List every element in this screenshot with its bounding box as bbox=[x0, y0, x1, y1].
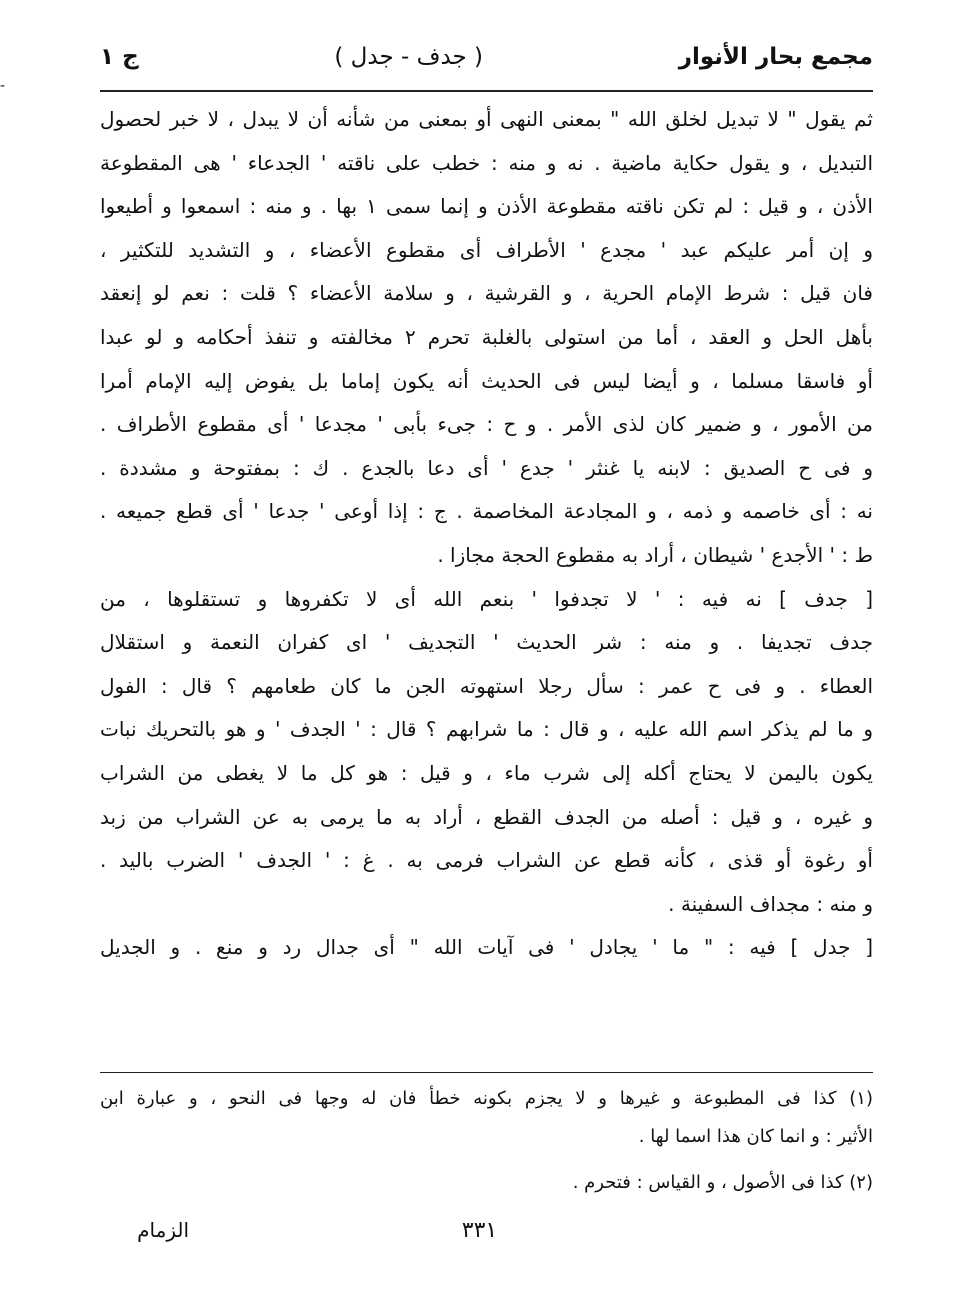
text-line: من الأمور ، و ضمير كان لذى الأمر . و ح : جىء بأبى ' مجدعا ' أى مقطوع الأطراف . bbox=[100, 412, 873, 437]
text-line: العطاء . و فى ح عمر : سأل رجلا استهوته الجن ما كان طعامهم ؟ قال : الفول bbox=[100, 673, 873, 698]
footnote-rule bbox=[100, 1072, 873, 1073]
main-text bbox=[100, 98, 873, 970]
text-line: أو فاسقا مسلما ، و أيضا ليس فى الحديث أنه يكون إماما بل يفوض إليه الإمام أمرا bbox=[100, 368, 873, 393]
margin-mark: - bbox=[0, 78, 6, 94]
entry-heading-line: [ جدف ] نه فيه : ' لا تجدفوا ' بنعم الله أى لا تكفروها و تستقلوها ، من bbox=[100, 586, 873, 611]
book-title: مجمع بحار الأنوار bbox=[678, 44, 873, 70]
text-line: ط : ' الأجدع ' شيطان ، أراد به مقطوع الحجة مجازا . bbox=[437, 542, 873, 567]
entry-range: ( جدف - جدل ) bbox=[334, 44, 484, 70]
text-line: ثم يقول " لا تبديل لخلق الله " بمعنى النهى أو بمعنى من شأنه أن لا يبدل ، لا خبر لحصول bbox=[100, 107, 873, 131]
entry-heading-line: [ جدل ] فيه : " ما ' يجادل ' فى آيات الله " أى جدال رد و منع . و الجديل bbox=[100, 935, 873, 960]
footnote-line: الأثير : و انما كان هذا اسما لها . bbox=[638, 1126, 873, 1147]
catchword: الزمام bbox=[137, 1218, 189, 1242]
page-footer bbox=[0, 1218, 959, 1254]
text-line: و إن أمر عليكم عبد ' مجدع ' الأطراف أى مقطوع الأعضاء ، و التشديد للتكثير ، bbox=[100, 237, 873, 262]
text-line: بأهل الحل و العقد ، أما من استولى بالغلبة تحرم ٢ مخالفته و تنفذ أحكامه و لو عبدا bbox=[100, 324, 873, 349]
text-line: نه : أى خاصمه و ذمه ، و المجادعة المخاصمة . ج : إذا أوعى ' جدعا ' أى قطع جميعه . bbox=[100, 499, 873, 524]
footnotes bbox=[100, 1080, 873, 1202]
text-line: و منه : مجداف السفينة . bbox=[668, 891, 873, 916]
page-number: ٣٣١ bbox=[461, 1218, 498, 1243]
header-rule bbox=[100, 90, 873, 92]
text-line: و فى ح الصديق : لابنه يا غنثر ' جدع ' أى دعا بالجدع . ك : بمفتوحة و مشددة . bbox=[100, 455, 873, 480]
volume-number: ج ١ bbox=[100, 44, 139, 70]
text-line: يكون باليمن لا يحتاج أكله إلى شرب ماء ، و قيل : هو كل ما لا يغطى من الشراب bbox=[100, 760, 873, 785]
text-line: الأذن ، و قيل : لم تكن ناقته مقطوعة الأذن و إنما سمى ١ بها . و منه : اسمعوا و أطيعوا bbox=[100, 194, 873, 219]
running-header bbox=[100, 30, 873, 84]
text-line: التبديل ، و يقول حكاية ماضية . نه و منه : خطب على ناقته ' الجدعاء ' هى المقطوعة bbox=[100, 150, 873, 175]
text-line: فان قيل : شرط الإمام الحرية ، و القرشية ، و سلامة الأعضاء ؟ قلت : نعم لو إنعقد bbox=[100, 281, 873, 306]
footnote-line: (٢) كذا فى الأصول ، و القياس : فتحرم . bbox=[572, 1172, 873, 1193]
text-line: و غيره ، و قيل : أصله من الجدف القطع ، أراد به ما يرمى به عن الشراب من زبد bbox=[100, 804, 873, 829]
text-line: و ما لم يذكر اسم الله عليه ، و قال : ما شرابهم ؟ قال : ' الجدف ' و هو بالتحريك نبات bbox=[100, 717, 873, 742]
text-line: جدف تجديفا . و منه : شر الحديث ' التجديف ' اى كفران النعمة و استقلال bbox=[100, 630, 873, 655]
text-line: أو رغوة أو قذى ، كأنه قطع عن الشراب فرمى به . غ : ' الجدف ' الضرب باليد . bbox=[100, 848, 873, 873]
footnote-line: (١) كذا فى المطبوعة و غيرها و لا يجزم بكونه خطأ فان له وجها فى النحو ، و عبارة ابن bbox=[100, 1088, 873, 1109]
